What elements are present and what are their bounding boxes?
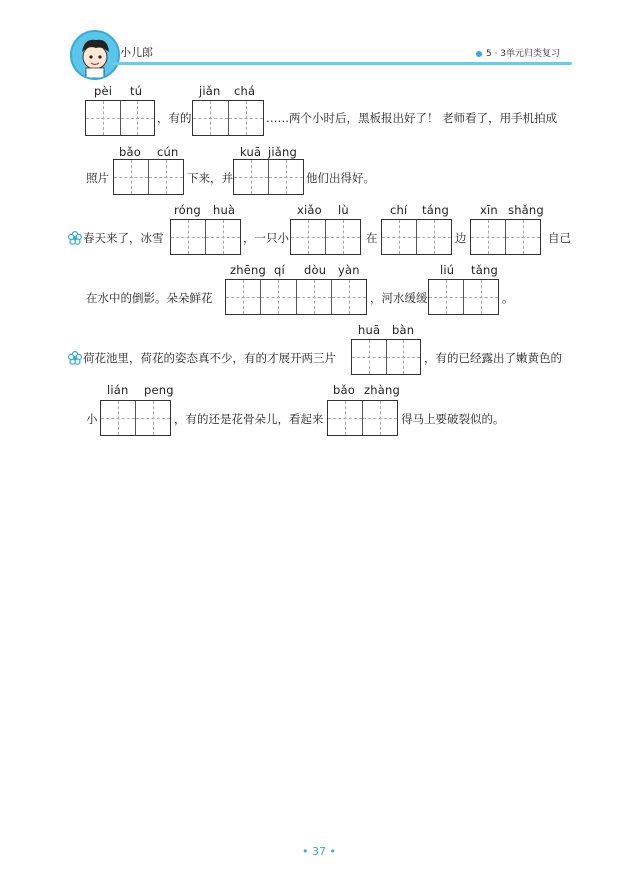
pinyin-ban: bàn xyxy=(392,323,415,337)
mascot-logo xyxy=(70,30,120,80)
answer-box-chitang[interactable] xyxy=(381,219,452,255)
answer-box-ronghua[interactable] xyxy=(170,219,241,255)
answer-box-lianpeng[interactable] xyxy=(100,400,171,436)
pinyin-chi: chí xyxy=(390,203,408,217)
line2-text-2: 下来，并 xyxy=(187,171,233,185)
q1-line1-text-2: ，一只小 xyxy=(243,231,289,245)
q1-line1-text-4: 边 xyxy=(455,231,467,245)
pinyin-jiang: jiǎng xyxy=(268,145,298,159)
pinyin-peng: peng xyxy=(144,383,174,397)
answer-box-zhengqidouyan[interactable] xyxy=(225,279,367,315)
pinyin-lu: lù xyxy=(338,203,349,217)
pinyin-dou: dòu xyxy=(304,263,327,277)
pinyin-qi: qí xyxy=(274,263,285,277)
pinyin-cha: chá xyxy=(234,84,256,98)
pinyin-jian: jiǎn xyxy=(199,84,221,98)
flower-icon xyxy=(68,231,82,245)
pinyin-hua2: huā xyxy=(358,323,381,337)
answer-box-jiancha[interactable] xyxy=(192,100,264,136)
q1-line1-text-3: 在 xyxy=(366,231,378,245)
pinyin-shang: shǎng xyxy=(508,203,544,217)
pinyin-kua: kuā xyxy=(240,145,262,159)
line1-text-2: ……两个小时后，黑板报出好了！ 老师看了，用手机拍成 xyxy=(266,111,558,125)
pinyin-yan: yàn xyxy=(338,263,360,277)
answer-box-peitu[interactable] xyxy=(85,100,155,136)
page-number: • 37 • xyxy=(302,845,336,858)
pinyin-lian: lián xyxy=(107,383,129,397)
flower-icon xyxy=(68,351,82,365)
pinyin-rong: róng xyxy=(174,203,201,217)
q2-line2-text-1: 小 xyxy=(86,412,98,426)
answer-box-huaban[interactable] xyxy=(351,339,421,375)
unit-text: 5 · 3单元归类复习 xyxy=(486,49,561,59)
pinyin-pei: pèi xyxy=(94,84,113,98)
pinyin-bao2: bǎo xyxy=(333,383,355,397)
answer-box-baocun[interactable] xyxy=(113,159,184,195)
boy-face-icon xyxy=(72,32,118,78)
header-title: 小儿郎 xyxy=(120,46,153,59)
q2-line1-text-2: ，有的已经露出了嫩黄色的 xyxy=(424,351,562,365)
pinyin-cun: cún xyxy=(157,145,179,159)
answer-box-xinshang[interactable] xyxy=(470,219,541,255)
pinyin-tu: tú xyxy=(130,84,143,98)
line2-text-1: 照片 xyxy=(86,171,109,185)
answer-box-baozhang[interactable] xyxy=(327,400,398,436)
q2-line2-text-2: ，有的还是花骨朵儿，看起来 xyxy=(174,412,324,426)
q1-line2-text-3: 。 xyxy=(502,291,514,305)
pinyin-xin: xīn xyxy=(480,203,498,217)
pinyin-bao: bǎo xyxy=(119,145,141,159)
pinyin-zheng: zhēng xyxy=(230,263,266,277)
pinyin-liu: liú xyxy=(440,263,455,277)
q1-line2-text-2: ，河水缓缓 xyxy=(370,291,428,305)
line2-text-3: 他们出得好。 xyxy=(306,171,375,185)
q1-line1-text-1: 春天来了，冰雪 xyxy=(83,231,164,245)
q1-line2-text-1: 在水中的倒影。朵朵鲜花 xyxy=(86,291,213,305)
pinyin-tang: táng xyxy=(422,203,449,217)
pinyin-tang2: tǎng xyxy=(471,263,498,277)
answer-box-xiaolu[interactable] xyxy=(290,219,361,255)
pinyin-hua: huà xyxy=(213,203,236,217)
pinyin-xiao: xiǎo xyxy=(297,203,322,217)
q1-line1-text-5: 自己 xyxy=(548,231,571,245)
pinyin-zhang: zhàng xyxy=(364,383,400,397)
answer-box-liutang[interactable] xyxy=(428,279,499,315)
unit-label xyxy=(476,46,560,59)
q2-line1-text-1: 荷花池里，荷花的姿态真不少，有的才展开两三片 xyxy=(83,351,336,365)
line1-text-1: ，有的 xyxy=(157,111,192,125)
header-rule xyxy=(112,62,572,65)
bullet-dot-icon xyxy=(476,51,482,57)
answer-box-kuajiang[interactable] xyxy=(233,159,304,195)
q2-line2-text-3: 得马上要破裂似的。 xyxy=(401,412,505,426)
